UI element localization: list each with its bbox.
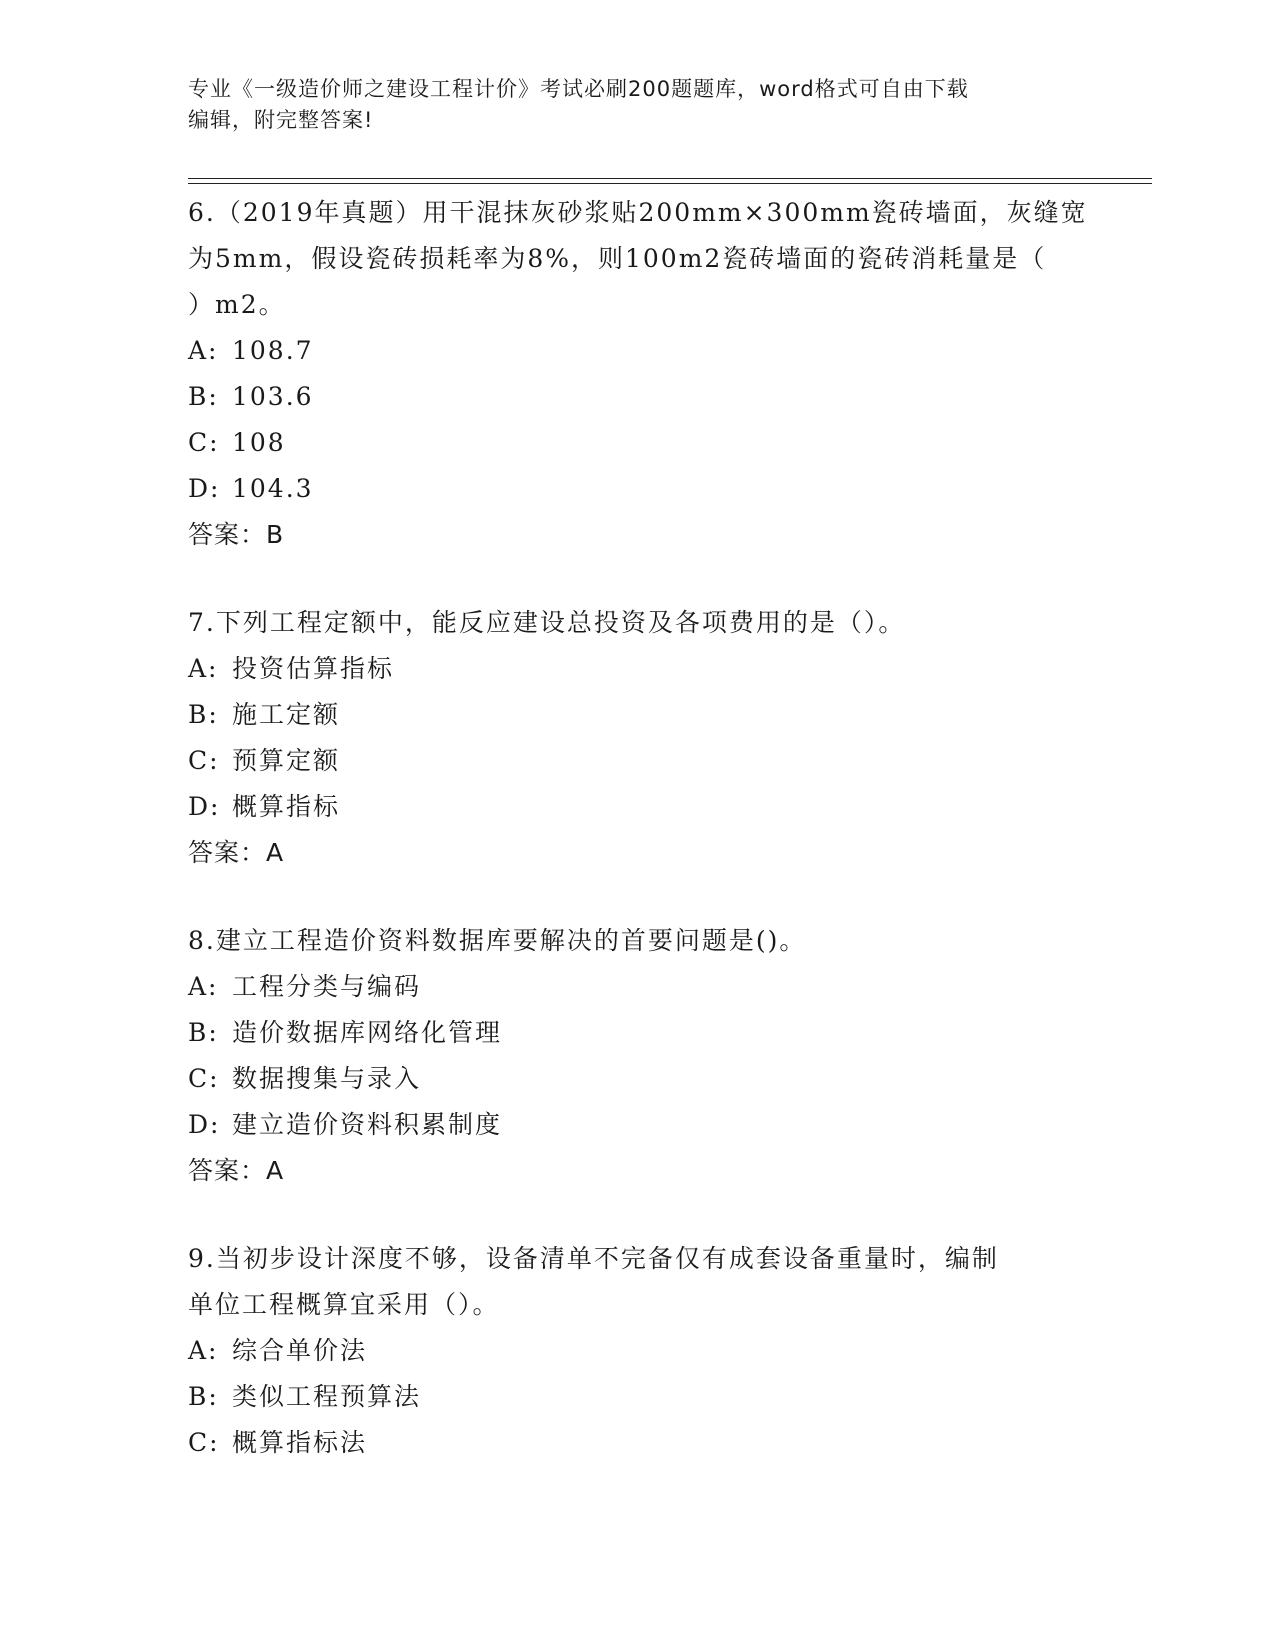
option-text: 108.7: [232, 336, 314, 365]
option-letter: C:: [188, 428, 220, 457]
option-letter: B:: [188, 1018, 219, 1047]
option-text: 造价数据库网络化管理: [232, 1018, 503, 1047]
option-text: 类似工程预算法: [232, 1382, 422, 1411]
question-stem-line: 6.（2019年真题）用干混抹灰砂浆贴200mm×300mm瓷砖墙面，灰缝宽: [188, 198, 1088, 227]
option-letter: C:: [188, 1064, 220, 1093]
answer-option: [188, 328, 1088, 374]
option-text: 103.6: [232, 382, 314, 411]
option-text: 数据搜集与录入: [232, 1064, 422, 1093]
answer-option: [188, 1056, 1088, 1102]
question-spacer: [188, 876, 1088, 918]
option-text: 104.3: [232, 474, 314, 503]
answer-option: [188, 1374, 1088, 1420]
question-list: [188, 190, 1088, 1466]
question-block: [188, 190, 1088, 558]
answer-option: [188, 1102, 1088, 1148]
header-line-2: 编辑，附完整答案!: [188, 108, 374, 132]
option-text: 概算指标法: [232, 1428, 368, 1457]
header-divider-top: [188, 178, 1152, 179]
answer-option: [188, 646, 1088, 692]
option-letter: B:: [188, 382, 219, 411]
option-text: 工程分类与编码: [232, 972, 422, 1001]
answer-option: [188, 420, 1088, 466]
option-letter: D:: [188, 474, 221, 503]
option-letter: A:: [188, 972, 219, 1001]
option-text: 施工定额: [232, 700, 341, 729]
option-letter: A:: [188, 1336, 219, 1365]
answer-option: [188, 784, 1088, 830]
document-header: [188, 74, 1068, 136]
option-letter: A:: [188, 654, 219, 683]
question-spacer: [188, 558, 1088, 600]
question-stem-line: 为5mm，假设瓷砖损耗率为8%，则100m2瓷砖墙面的瓷砖消耗量是（: [188, 244, 1047, 273]
answer-option: [188, 1328, 1088, 1374]
header-divider-bottom: [188, 183, 1152, 184]
question-block: [188, 600, 1088, 876]
question-stem-line: 8.建立工程造价资料数据库要解决的首要问题是()。: [188, 926, 807, 955]
question-stem-line: 7.下列工程定额中，能反应建设总投资及各项费用的是（）。: [188, 608, 906, 637]
answer-option: [188, 964, 1088, 1010]
answer-option: [188, 692, 1088, 738]
option-text: 概算指标: [232, 792, 341, 821]
answer-key: 答案：B: [188, 520, 285, 549]
answer-option: [188, 466, 1088, 512]
question-stem-line: 9.当初步设计深度不够，设备清单不完备仅有成套设备重量时，编制: [188, 1244, 999, 1273]
option-letter: C:: [188, 1428, 220, 1457]
answer-option: [188, 738, 1088, 784]
answer-key: 答案：A: [188, 1156, 285, 1185]
answer-option: [188, 1420, 1088, 1466]
option-text: 综合单价法: [232, 1336, 368, 1365]
question-spacer: [188, 1194, 1088, 1236]
option-text: 预算定额: [232, 746, 341, 775]
question-stem-line: 单位工程概算宜采用（）。: [188, 1290, 500, 1319]
option-letter: A:: [188, 336, 219, 365]
answer-key: 答案：A: [188, 838, 285, 867]
answer-option: [188, 374, 1088, 420]
option-text: 建立造价资料积累制度: [232, 1110, 503, 1139]
option-letter: B:: [188, 700, 219, 729]
answer-option: [188, 1010, 1088, 1056]
option-text: 108: [232, 428, 286, 457]
option-letter: D:: [188, 1110, 221, 1139]
option-letter: D:: [188, 792, 221, 821]
question-block: [188, 1236, 1088, 1466]
option-text: 投资估算指标: [232, 654, 395, 683]
header-line-1: 专业《一级造价师之建设工程计价》考试必刷200题题库，word格式可自由下载: [188, 77, 969, 101]
option-letter: B:: [188, 1382, 219, 1411]
option-letter: C:: [188, 746, 220, 775]
question-stem-line: ）m2。: [188, 290, 286, 319]
question-block: [188, 918, 1088, 1194]
